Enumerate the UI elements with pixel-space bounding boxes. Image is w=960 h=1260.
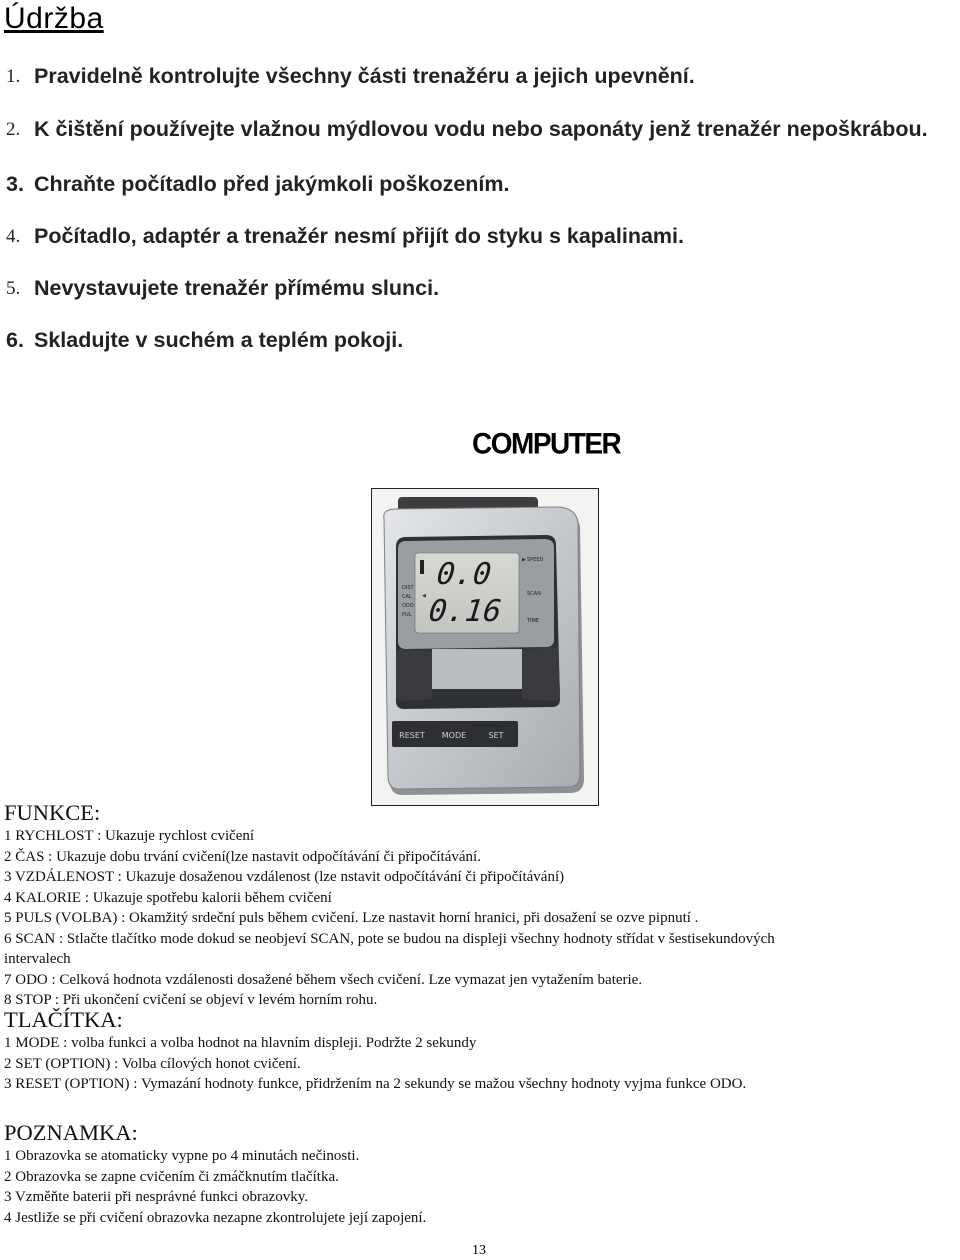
tlacitka-line: 3 RESET (OPTION) : Vymazání hodnoty funkce, přidržením na 2 sekundy se mažou všechny hodnoty vyjma funkce ODO.	[4, 1076, 747, 1092]
list-text: Skladujte v suchém a teplém pokoji.	[34, 328, 404, 352]
list-text: Chraňte počítadlo před jakýmkoli poškozením.	[34, 172, 510, 196]
maintenance-item	[6, 224, 956, 249]
funkce-line: intervalech	[4, 951, 71, 967]
label-dist: DIST	[402, 585, 414, 591]
svg-text:▶: ▶	[522, 557, 526, 563]
poznamka-line: 3 Vzměňte baterii při nesprávné funkci obrazovky.	[4, 1189, 309, 1205]
label-cal: CAL	[402, 594, 412, 600]
list-number: 6.	[6, 328, 24, 352]
reset-button: RESET	[399, 731, 425, 740]
label-pul: PUL	[402, 612, 412, 618]
label-time: TIME	[527, 618, 540, 624]
poznamka-section	[4, 1120, 426, 1228]
page-number: 13	[472, 1243, 486, 1258]
list-number: 3.	[6, 172, 24, 196]
funkce-heading: FUNKCE:	[4, 800, 101, 825]
maintenance-list	[6, 64, 956, 353]
funkce-line: 3 VZDÁLENOST : Ukazuje dosaženou vzdálenost (lze nstavit odpočítávání či připočítávání)	[4, 869, 565, 885]
list-number: 1.	[6, 66, 21, 87]
list-text: Počítadlo, adaptér a trenažér nesmí přijít do styku s kapalinami.	[34, 224, 684, 248]
funkce-line: 8 STOP : Při ukončení cvičení se objeví v levém horním rohu.	[4, 992, 378, 1008]
poznamka-line: 2 Obrazovka se zapne cvičením či zmáčknutím tlačítka.	[4, 1168, 339, 1185]
svg-text:◀: ◀	[422, 593, 426, 599]
tlacitka-section	[4, 1007, 746, 1095]
maintenance-item	[6, 64, 956, 89]
set-button: SET	[488, 731, 504, 740]
label-scan: SCAN	[527, 591, 541, 597]
maintenance-item	[6, 328, 956, 353]
poznamka-line: 4 Jestliže se při cvičení obrazovka nezapne zkontrolujete její zapojení.	[4, 1209, 427, 1226]
funkce-line: 1 RYCHLOST : Ukazuje rychlost cvičení	[4, 828, 255, 844]
list-number: 2.	[6, 119, 21, 140]
label-speed: SPEED	[527, 557, 544, 563]
funkce-line: 4 KALORIE : Ukazuje spotřebu kalorii během cvičení	[4, 889, 332, 906]
tlacitka-heading: TLAČÍTKA:	[4, 1007, 123, 1032]
poznamka-line: 1 Obrazovka se atomaticky vypne po 4 minutách nečinosti.	[4, 1148, 360, 1164]
label-odo: ODO	[402, 603, 414, 609]
list-text: Nevystavujete trenažér přímému slunci.	[34, 276, 440, 300]
tlacitka-line: 1 MODE : volba funkci a volba hodnot na hlavním displeji. Podržte 2 sekundy	[4, 1035, 477, 1051]
list-text: Pravidelně kontrolujte všechny části trenažéru a jejich upevnění.	[34, 64, 695, 88]
funkce-section	[4, 800, 775, 1011]
funkce-line: 7 ODO : Celková hodnota vzdálenosti dosažené během všech cvičení. Lze vymazat jen vytažením baterie.	[4, 971, 643, 988]
computer-heading: COMPUTER	[472, 427, 621, 460]
page-title: Údržba	[4, 2, 104, 35]
maintenance-item	[6, 276, 956, 301]
display-top-value: 0.0	[434, 557, 493, 592]
funkce-line: 5 PULS (VOLBA) : Okamžitý srdeční puls během cvičení. Lze nastavit horní hranici, při dosažení se ozve pipnutí .	[4, 910, 699, 926]
list-number: 5.	[6, 278, 21, 299]
computer-photo	[371, 488, 599, 806]
display-bottom-value: 0.16	[427, 594, 503, 629]
maintenance-item	[6, 117, 956, 142]
funkce-line: 2 ČAS : Ukazuje dobu trvání cvičení(lze nastavit odpočítávání či připočítávání.	[4, 848, 481, 865]
list-number: 4.	[6, 226, 21, 247]
computer-device-illustration	[372, 489, 598, 805]
tlacitka-line: 2 SET (OPTION) : Volba cílových honot cvičení.	[4, 1055, 301, 1072]
list-text: K čištění používejte vlažnou mýdlovou vodu nebo saponáty jenž trenažér nepoškrábou.	[34, 117, 928, 141]
poznamka-heading: POZNAMKA:	[4, 1120, 138, 1145]
mode-button: MODE	[441, 731, 467, 740]
funkce-line: 6 SCAN : Stlačte tlačítko mode dokud se neobjeví SCAN, pote se budou na displeji všechny hodnoty střídat v šestisekundových	[4, 930, 775, 947]
maintenance-item	[6, 172, 956, 197]
